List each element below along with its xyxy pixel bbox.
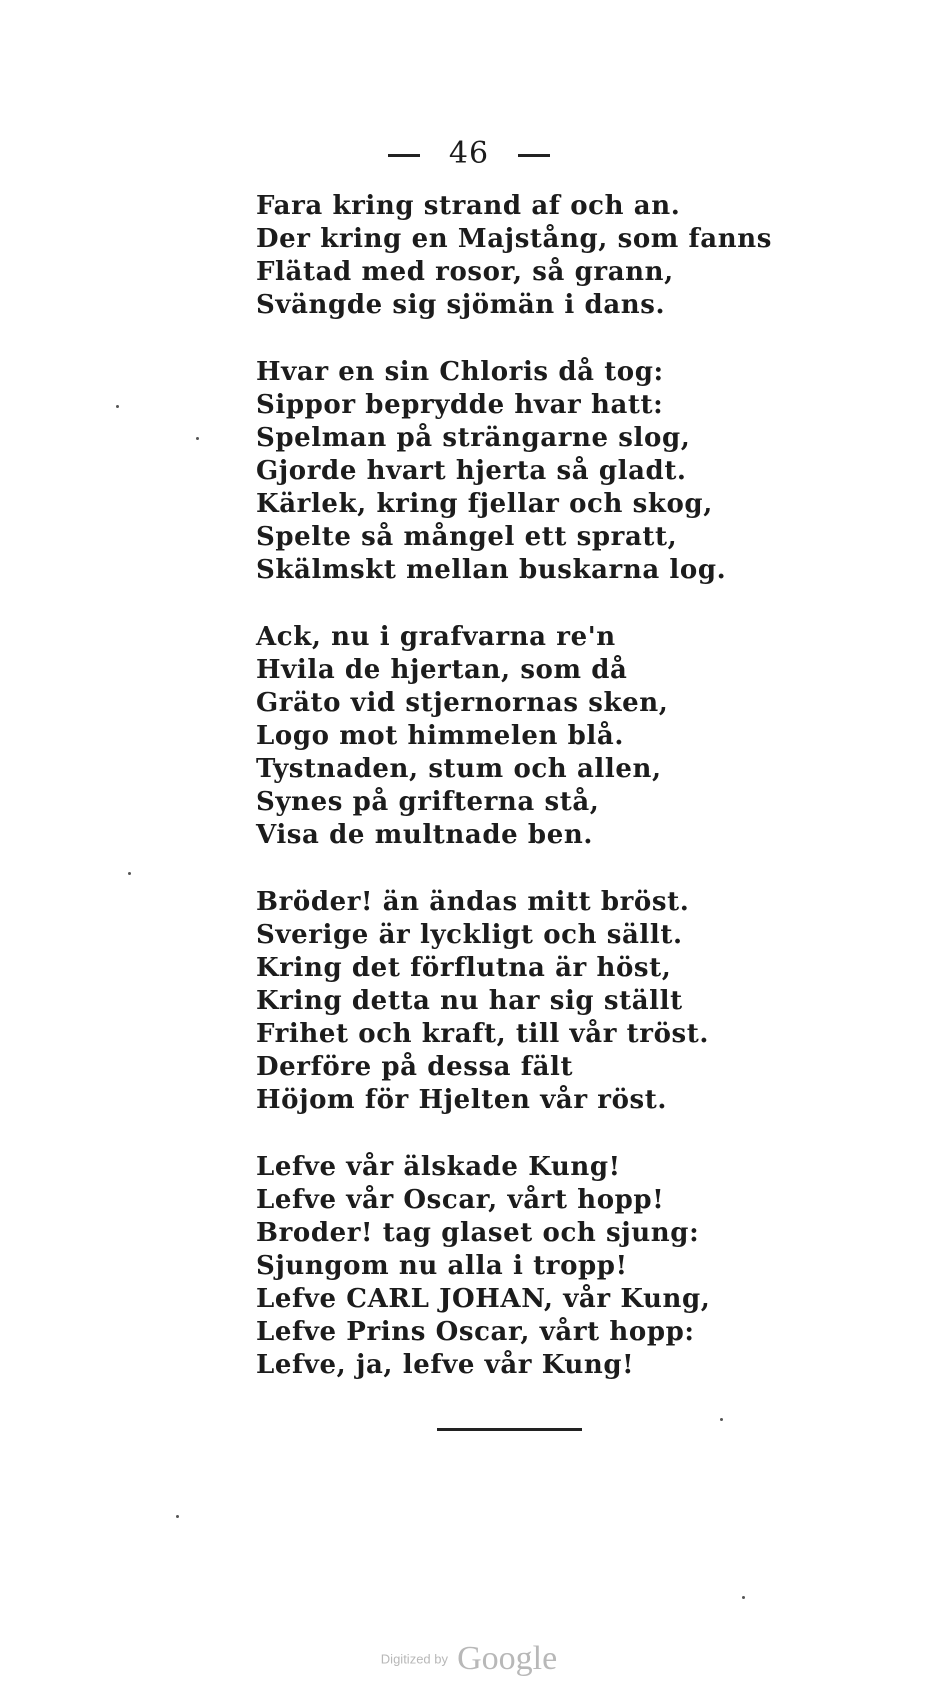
header-dash-right [518, 154, 550, 157]
poem-line: Spelman på strängarne slog, [256, 423, 691, 453]
poem-line: Lefve CARL JOHAN, vår Kung, [256, 1284, 711, 1314]
stanza-4 [256, 886, 816, 1117]
print-speck [128, 872, 131, 875]
poem-line: Derföre på dessa fält [256, 1052, 574, 1082]
poem-line: Kring det förflutna är höst, [256, 953, 672, 983]
header-dash-left [388, 154, 420, 157]
page-header [0, 134, 938, 174]
poem-line: Skälmskt mellan buskarna log. [256, 555, 727, 585]
print-speck [176, 1515, 179, 1518]
stanza-2 [256, 356, 816, 587]
poem-line: Gräto vid stjernornas sken, [256, 688, 669, 718]
end-rule [437, 1428, 582, 1431]
poem-line: Höjom för Hjelten vår röst. [256, 1085, 668, 1115]
poem-line: Lefve Prins Oscar, vårt hopp: [256, 1317, 695, 1347]
poem-line: Logo mot himmelen blå. [256, 721, 624, 751]
print-speck [720, 1418, 723, 1421]
poem-line: Frihet och kraft, till vår tröst. [256, 1019, 710, 1049]
poem-line: Kring detta nu har sig ställt [256, 986, 683, 1016]
poem-line: Svängde sig sjömän i dans. [256, 290, 666, 320]
poem-line: Sippor beprydde hvar hatt: [256, 390, 664, 420]
poem-line: Bröder! än ändas mitt bröst. [256, 887, 690, 917]
poem-line: Broder! tag glaset och sjung: [256, 1218, 700, 1248]
digitized-label: Digitized by [380, 1651, 448, 1667]
poem-line: Spelte så mångel ett spratt, [256, 522, 678, 552]
google-logo: Google [457, 1640, 558, 1677]
poem-line: Visa de multnade ben. [256, 820, 594, 850]
page-number: 46 [448, 136, 490, 171]
poem-line: Hvar en sin Chloris då tog: [256, 357, 664, 387]
poem-line: Lefve vår älskade Kung! [256, 1152, 621, 1182]
poem [256, 190, 816, 1416]
print-speck [196, 437, 199, 440]
poem-line: Lefve, ja, lefve vår Kung! [256, 1350, 635, 1380]
poem-line: Synes på grifterna stå, [256, 787, 600, 817]
poem-line: Der kring en Majstång, som fanns [256, 224, 772, 254]
poem-line: Fara kring strand af och an. [256, 191, 681, 221]
digitized-footer [0, 1640, 938, 1678]
poem-line: Tystnaden, stum och allen, [256, 754, 662, 784]
print-speck [742, 1596, 745, 1599]
poem-line: Lefve vår Oscar, vårt hopp! [256, 1185, 665, 1215]
poem-line: Flätad med rosor, så grann, [256, 257, 674, 287]
print-speck [116, 405, 119, 408]
poem-line: Gjorde hvart hjerta så gladt. [256, 456, 687, 486]
stanza-3 [256, 621, 816, 852]
poem-line: Sjungom nu alla i tropp! [256, 1251, 628, 1281]
poem-line: Hvila de hjertan, som då [256, 655, 628, 685]
poem-line: Ack, nu i grafvarna re'n [256, 622, 616, 652]
stanza-5 [256, 1151, 816, 1382]
poem-line: Sverige är lyckligt och sällt. [256, 920, 683, 950]
stanza-1 [256, 190, 816, 322]
poem-line: Kärlek, kring fjellar och skog, [256, 489, 713, 519]
